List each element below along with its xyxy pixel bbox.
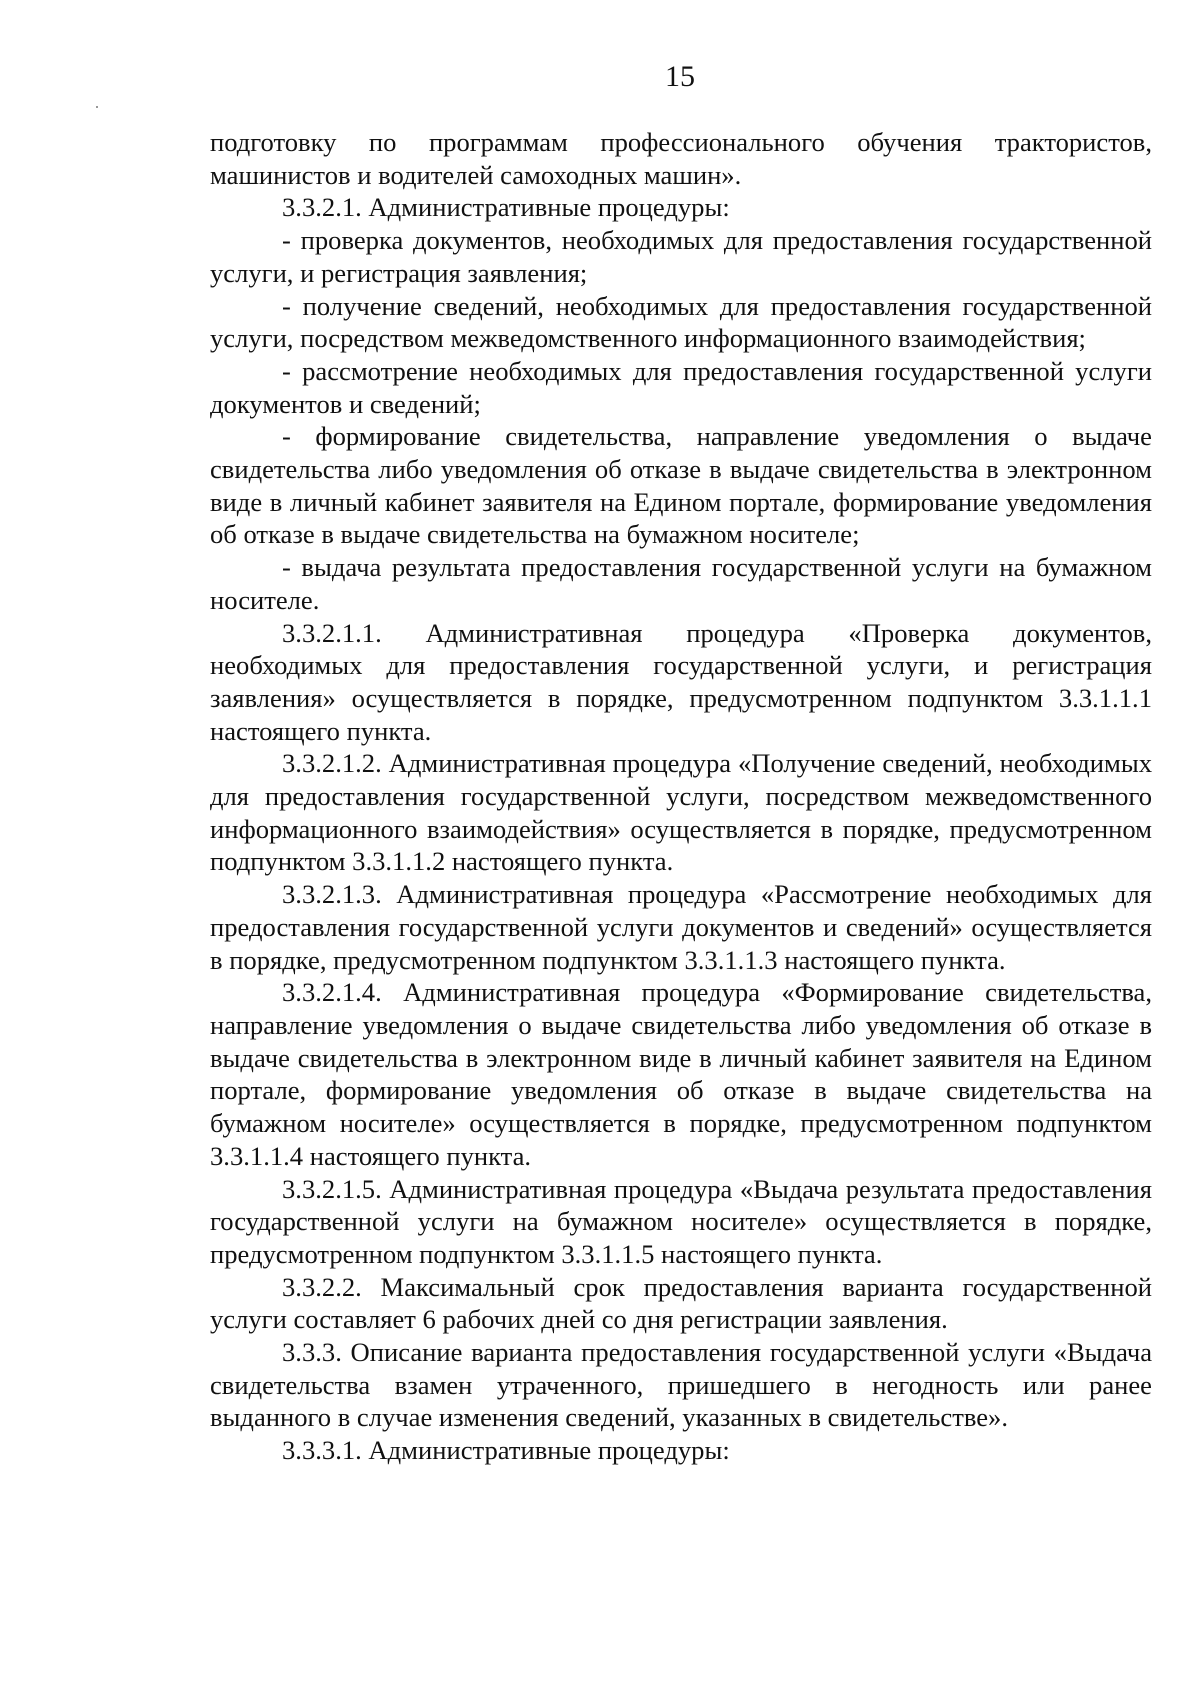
paragraph-admin-procedures-heading: 3.3.2.1. Административные процедуры: bbox=[282, 192, 730, 223]
paragraph-3-3-2-1-4: 3.3.2.1.4. Административная процедура «Формирование свидетельства, направление уведомления о выдаче свидетельства либо уведомления об отказе в выдаче свидетельства в электронном виде в личный кабинет заявителя на Едином портале, формирование уведомления об отказе в выдаче свидетельства на бумажном носителе» осуществляется в порядке, предусмотренном подпунктом 3.3.1.1.4 настоящего пункта. bbox=[210, 977, 1152, 1171]
paragraph-3-3-3: 3.3.3. Описание варианта предоставления государственной услуги «Выдача свидетельства взамен утраченного, пришедшего в негодность или ранее выданного в случае изменения сведений, указанных в свидетельстве». bbox=[210, 1337, 1152, 1433]
scan-speck bbox=[96, 106, 98, 108]
paragraph-continuation: подготовку по программам профессионального обучения трактористов, машинистов и водителей самоходных машин». bbox=[210, 127, 1152, 190]
document-body bbox=[210, 126, 1152, 1467]
page-number: 15 bbox=[665, 60, 695, 93]
paragraph-3-3-2-1-3: 3.3.2.1.3. Административная процедура «Рассмотрение необходимых для предоставления государственной услуги документов и сведений» осуществляется в порядке, предусмотренном подпунктом 3.3.1.1.3 настоящего пункта. bbox=[210, 879, 1152, 975]
paragraph-3-3-2-1-1: 3.3.2.1.1. Административная процедура «Проверка документов, необходимых для предоставления государственной услуги, и регистрация заявления» осуществляется в порядке, предусмотренном подпунктом 3.3.1.1.1 настоящего пункта. bbox=[210, 617, 1152, 746]
list-item-certificate-formation: - формирование свидетельства, направление уведомления о выдаче свидетельства либо уведомления об отказе в выдаче свидетельства в электронном виде в личный кабинет заявителя на Едином портале, формирование уведомления об отказе в выдаче свидетельства на бумажном носителе; bbox=[210, 421, 1152, 550]
list-item-information-request: - получение сведений, необходимых для предоставления государственной услуги, посредством межведомственного информационного взаимодействия; bbox=[210, 290, 1152, 354]
list-item-result-issuance: - выдача результата предоставления государственной услуги на бумажном носителе. bbox=[210, 552, 1152, 615]
paragraph-3-3-3-1: 3.3.3.1. Административные процедуры: bbox=[282, 1435, 730, 1466]
paragraph-3-3-2-1-5: 3.3.2.1.5. Административная процедура «Выдача результата предоставления государственной услуги на бумажном носителе» осуществляется в порядке, предусмотренном подпунктом 3.3.1.1.5 настоящего пункта. bbox=[210, 1173, 1152, 1269]
paragraph-3-3-2-2: 3.3.2.2. Максимальный срок предоставления варианта государственной услуги составляет 6 рабочих дней со дня регистрации заявления. bbox=[210, 1271, 1152, 1335]
paragraph-3-3-2-1-2: 3.3.2.1.2. Административная процедура «Получение сведений, необходимых для предоставления государственной услуги, посредством межведомственного информационного взаимодействия» осуществляется в порядке, предусмотренном подпунктом 3.3.1.1.2 настоящего пункта. bbox=[210, 748, 1152, 877]
list-item-review: - рассмотрение необходимых для предоставления государственной услуги документов и сведений; bbox=[210, 355, 1152, 419]
list-item-document-check: - проверка документов, необходимых для предоставления государственной услуги, и регистрация заявления; bbox=[210, 225, 1152, 288]
